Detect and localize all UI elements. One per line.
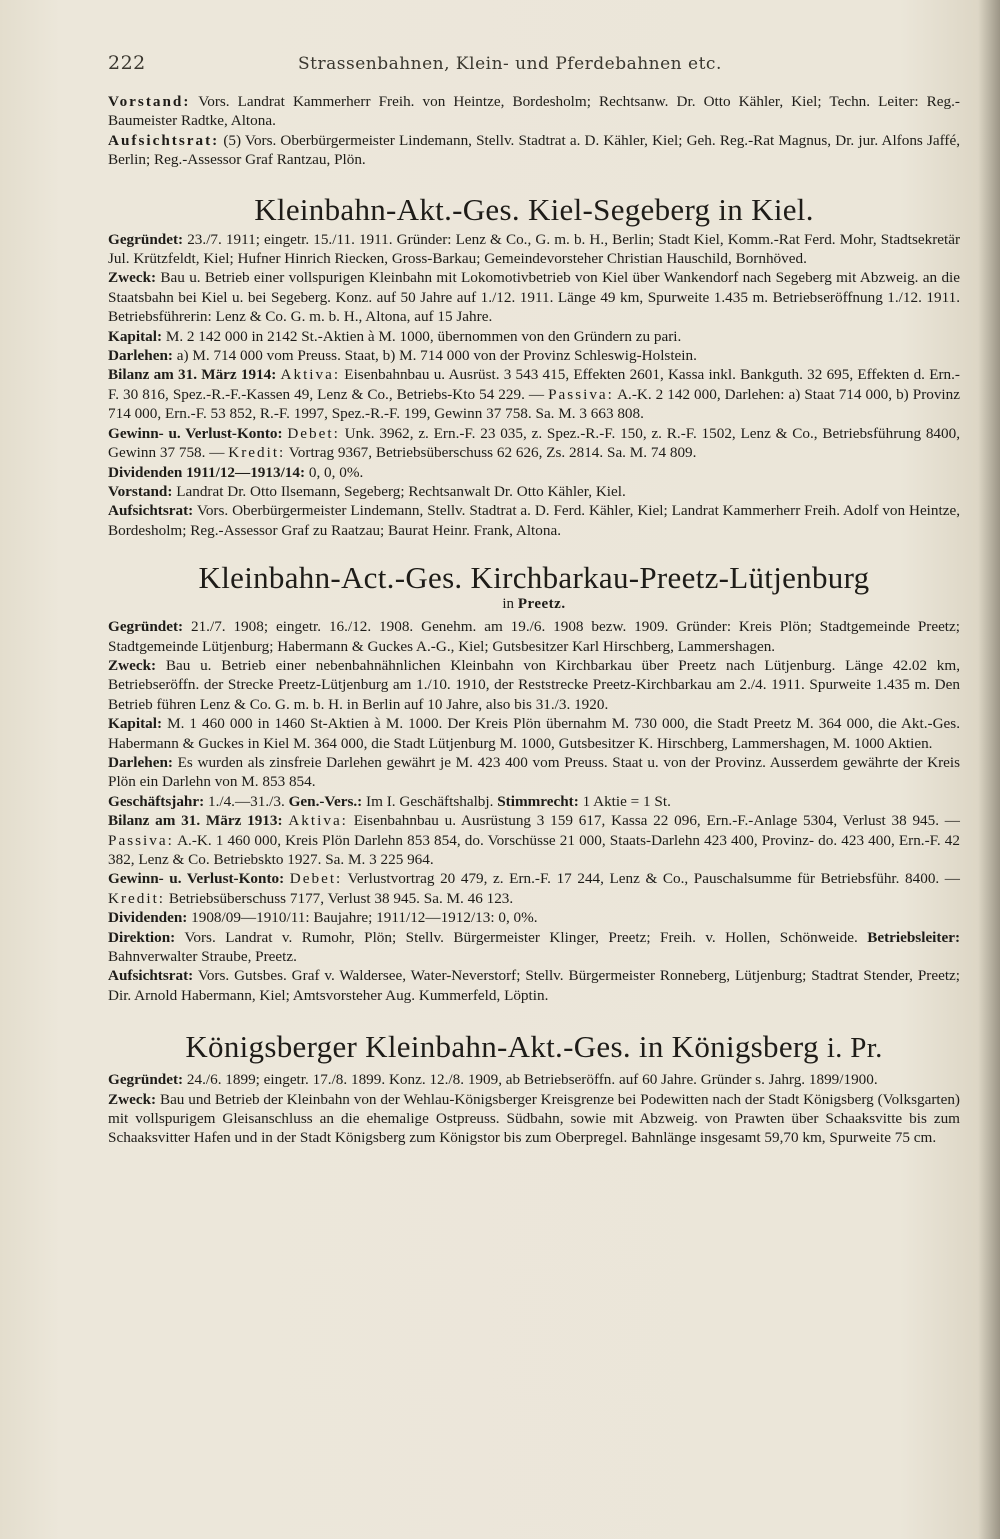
running-head [108, 52, 960, 74]
running-title: Strassenbahnen, Klein- und Pferdebahnen etc. [298, 54, 722, 74]
s1-vorstand: Vorstand: Landrat Dr. Otto Ilsemann, Segeberg; Rechtsanwalt Dr. Otto Kähler, Kiel. [108, 482, 626, 500]
s3-zweck: Zweck: Bau und Betrieb der Kleinbahn von der Wehlau-Königsberger Kreisgrenze bei Podewitten nach der Stadt Königsberg (Volksgarten) mit vollspurigem Gleisanschluss an die ehemalige Ostpreuss. Südbahn, sowie mit Abzweig. von Prawten über Schaaksvitte bis zum Schaaksvitter Hafen und in der Stadt Königsberg zum Königstor bis zum Oberpregel. Bahnlänge insgesamt 59,70 km, Spurweite 75 cm. [108, 1090, 960, 1147]
s2-darlehen: Darlehen: Es wurden als zinsfreie Darlehen gewährt je M. 423 400 vom Preuss. Staat u. von der Provinz. Ausserdem gewährte der Kreis Plön ein Darlehn von M. 853 854. [108, 753, 961, 791]
section2-subheading: in Preetz. [502, 596, 566, 613]
s2-guv: Gewinn- u. Verlust-Konto: Debet: Verlustvortrag 20 479, z. Ern.-F. 17 244, Lenz & Co., Pauschalsumme für Betriebsführ. 8400. — Kredit: Betriebsüberschuss 7177, Verlust 38 945. Sa. M. 46 123. [108, 870, 960, 907]
s1-bilanz: Bilanz am 31. März 1914: Aktiva: Eisenbahnbau u. Ausrüst. 3 543 415, Effekten 2601, Kassa inkl. Bankguth. 32 695, Effekten d. Ern.-F. 30 816, Spez.-R.-F.-Kassen 49, Lenz & Co., Betriebs-Kto 54 229. — Passiva: A.-K. 2 142 000, Darlehen: a) Staat 714 000, b) Provinz 714 000, Ern.-F. 53 852, R.-F. 1997, Spez.-R.-F. 199, Gewinn 37 758. Sa. M. 3 663 808. [108, 366, 960, 423]
s2-gegruendet: Gegründet: 21./7. 1908; eingetr. 16./12. 1908. Genehm. am 19./6. 1908 bezw. 1909. Gründer: Kreis Plön; Stadtgemeinde Preetz; Stadtgemeinde Lütjenburg; Habermann & Guckes A.-G., Kiel; Gutsbesitzer Karl Hirschberg, Lammershagen. [108, 618, 960, 655]
intro-block [108, 92, 960, 170]
s1-dividenden: Dividenden 1911/12—1913/14: 0, 0, 0%. [108, 463, 364, 481]
section1-heading: Kleinbahn-Akt.-Ges. Kiel-Segeberg in Kiel. [254, 191, 814, 227]
s2-bilanz: Bilanz am 31. März 1913: Aktiva: Eisenbahnbau u. Ausrüstung 3 159 617, Kassa 22 096, Ern.-F.-Anlage 5304, Verlust 38 945. — Passiva: A.-K. 1 460 000, Kreis Plön Darlehn 853 854, do. Vorschüsse 21 000, Staats-Darlehn 423 400, Provinz- do. 423 400, Ern.-F. 42 382, Lenz & Co. Betriebskto 1927. Sa. M. 3 225 964. [108, 812, 960, 868]
s1-kapital: Kapital: M. 2 142 000 in 2142 St.-Aktien à M. 1000, übernommen von den Gründern zu pari. [108, 327, 682, 345]
s2-dividenden: Dividenden: 1908/09—1910/11: Baujahre; 1911/12—1912/13: 0, 0%. [108, 909, 538, 927]
page-number: 222 [108, 52, 146, 74]
section1-body [108, 230, 960, 541]
intro-vorstand: Vorstand: Vors. Landrat Kammerherr Freih. von Heintze, Bordesholm; Rechtsanw. Dr. Otto Kähler, Kiel; Techn. Leiter: Reg.-Baumeister Radtke, Altona. [108, 93, 960, 130]
s1-zweck: Zweck: Bau u. Betrieb einer vollspurigen Kleinbahn mit Lokomotivbetrieb von Kiel über Wankendorf nach Segeberg mit Abzweig. an die Staatsbahn bei Kiel u. bei Segeberg. Konz. auf 50 Jahre auf 1./12. 1911. Länge 49 km, Spurweite 1.435 m. Betriebseröffnung 1./12. 1911. Betriebsführerin: Lenz & Co. G. m. b. H., Altona, auf 15 Jahre. [108, 269, 960, 326]
s1-gegruendet: Gegründet: 23./7. 1911; eingetr. 15./11. 1911. Gründer: Lenz & Co., G. m. b. H., Berlin; Stadt Kiel, Komm.-Rat Ferd. Mohr, Stadtsekretär Jul. Krützfeldt, Kiel; Hufner Hinrich Riecken, Gross-Barkau; Gemeindevorsteher Christian Hauschild, Bornhöved. [108, 230, 961, 268]
s1-aufsichtsrat: Aufsichtsrat: Vors. Oberbürgermeister Lindemann, Stellv. Stadtrat a. D. Ferd. Kähler, Kiel; Landrat Kammerherr Freih. Adolf von Heintze, Bordesholm; Reg.-Assessor Graf zu Raatzau; Baurat Heinr. Frank, Altona. [108, 502, 960, 539]
s1-darlehen: Darlehen: a) M. 714 000 vom Preuss. Staat, b) M. 714 000 von der Provinz Schleswig-Holstein. [108, 347, 697, 365]
section3-heading: Königsberger Kleinbahn-Akt.-Ges. in Königsberg i. Pr. [185, 1029, 883, 1065]
section2-heading: Kleinbahn-Act.-Ges. Kirchbarkau-Preetz-Lütjenburg [198, 560, 870, 596]
page-edge-shadow [978, 0, 1000, 1539]
s1-guv: Gewinn- u. Verlust-Konto: Debet: Unk. 3962, z. Ern.-F. 23 035, z. Spez.-R.-F. 150, z. R.-F. 1502, Lenz & Co., Betriebsführung 8400, Gewinn 37 758. — Kredit: Vortrag 9367, Betriebsüberschuss 62 626, Zs. 2814. Sa. M. 74 809. [108, 424, 961, 462]
s2-direktion: Direktion: Vors. Landrat v. Rumohr, Plön; Stellv. Bürgermeister Klinger, Preetz; Freih. v. Hollen, Schönweide. Betriebsleiter: Bahnverwalter Straube, Preetz. [108, 928, 960, 966]
s3-gegruendet: Gegründet: 24./6. 1899; eingetr. 17./8. 1899. Konz. 12./8. 1909, ab Betriebseröffn. auf 60 Jahre. Gründer s. Jahrg. 1899/1900. [108, 1071, 878, 1089]
intro-aufsichtsrat: Aufsichtsrat: (5) Vors. Oberbürgermeister Lindemann, Stellv. Stadtrat a. D. Kähler, Kiel; Geh. Reg.-Rat Magnus, Dr. jur. Alfons Jaffé, Berlin; Reg.-Assessor Graf Rantzau, Plön. [108, 131, 960, 169]
s2-geschaeftsjahr: Geschäftsjahr: 1./4.—31./3. Gen.-Vers.: Im I. Geschäftshalbj. Stimmrecht: 1 Aktie = 1 St. [108, 792, 671, 810]
s2-kapital: Kapital: M. 1 460 000 in 1460 St-Aktien à M. 1000. Der Kreis Plön übernahm M. 730 000, die Stadt Preetz M. 364 000, die Akt.-Ges. Habermann & Guckes in Kiel M. 364 000, die Stadt Lütjenburg M. 1000, Gutsbesitzer K. Hirschberg, Lammershagen, M. 1000 Aktien. [108, 715, 960, 752]
s2-aufsichtsrat: Aufsichtsrat: Vors. Gutsbes. Graf v. Waldersee, Water-Neverstorf; Stellv. Bürgermeister Ronneberg, Lütjenburg; Stadtrat Stender, Preetz; Dir. Arnold Habermann, Kiel; Amtsvorsteher Aug. Kummerfeld, Löptin. [108, 967, 960, 1004]
s2-zweck: Zweck: Bau u. Betrieb einer nebenbahnähnlichen Kleinbahn von Kirchbarkau über Preetz nach Lütjenburg. Länge 42.02 km, Betriebseröffn. der Strecke Preetz-Lütjenburg am 1./10. 1910, der Reststrecke Preetz-Kirchbarkau am 2./4. 1911. Spurweite 1.435 m. Den Betrieb führen Lenz & Co. G. m. b. H. in Berlin auf 10 Jahre, also bis 31./3. 1920. [108, 656, 961, 713]
section2-body [108, 617, 960, 1005]
section3-body [108, 1070, 960, 1148]
